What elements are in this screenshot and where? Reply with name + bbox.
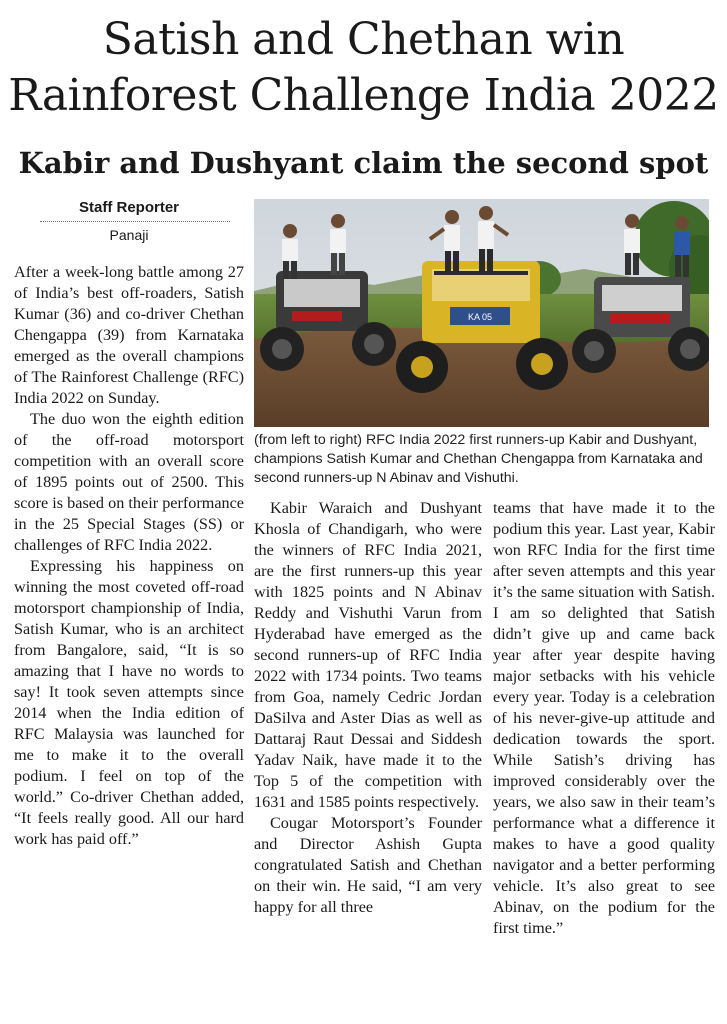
headline [0,12,727,124]
paragraph: Expressing his happiness on winning the most coveted off-road motorsport championship of India, Satish Kumar, who is an architect from Bangalore, said, “It is so amazing that I have no words to say! It took seven attempts since 2014 when the India edition of RFC Malaysia was launched for me to make it to the overall podium. I feel on top of the world.” Co-driver Chethan added, “It feels really good. All our hard work has paid off.” [14,557,244,848]
paragraph: After a week-long battle among 27 of India’s best off-roaders, Satish Kumar (36) and co-driver Chethan Chengappa (39) from Karnataka emerged as the overall champions of The Rainforest Challenge (RFC) India 2022 on Sunday. [14,263,244,407]
byline-divider [40,221,230,222]
offroad-vehicles-photo [254,199,709,427]
paragraph: teams that have made it to the podium this year. Last year, Kabir won RFC India for the first time after seven attempts and this year it’s the same situation with Satish. I am so delighted that Satish didn’t give up and came back year after year despite having major setbacks with his vehicle every year. Today is a celebration of his never-give-up attitude and dedication towards the sport. While Satish’s driving has improved considerably over the years, we also saw in their team’s performance what a difference it makes to have a good quality navigator and a better performing vehicle. It’s also great to see Abinav, on the podium for the first time.” [493,499,715,937]
headline-line-2: Rainforest Challenge India 2022 [8,70,719,121]
article-column-1 [14,262,244,850]
vehicle-plate: KA 05 [467,312,493,322]
paragraph: Kabir Waraich and Dushyant Khosla of Chandigarh, who were the winners of RFC India 2021, are the first runners-up this year with 1825 points and N Abinav Reddy and Vishuthi Varun from Hyderabad have emerged as the second runners-up of RFC India 2022 with 1734 points. Two teams from Goa, namely Cedric Jordan DaSilva and Aster Dias as well as Dattaraj Raut Dessai and Siddesh Yadav Naik, have made it to the Top 5 of the competition with 1631 and 1585 points respectively. [254,499,482,811]
photo-caption: (from left to right) RFC India 2022 first runners-up Kabir and Dushyant, champions Satish Kumar and Chethan Chengappa from Karnataka and second runners-up N Abinav and Vishuthi. [254,432,703,486]
byline-dateline: Panaji [109,227,149,243]
subheadline: Kabir and Dushyant claim the second spot [18,146,709,180]
headline-line-1: Satish and Chethan win [102,14,625,65]
article-column-2 [254,498,482,918]
article-column-3 [493,498,715,939]
article-photo [254,199,709,427]
byline-author: Staff Reporter [78,199,179,216]
paragraph: The duo won the eighth edition of the off-road motorsport competition with an overall score of 1895 points out of 2500. This score is based on their performance in the 25 Special Stages (SS) or challenges of RFC India 2022. [14,410,244,554]
paragraph: Cougar Motorsport’s Founder and Director Ashish Gupta congratulated Satish and Chethan on their win. He said, “I am very happy for all three [254,814,482,916]
